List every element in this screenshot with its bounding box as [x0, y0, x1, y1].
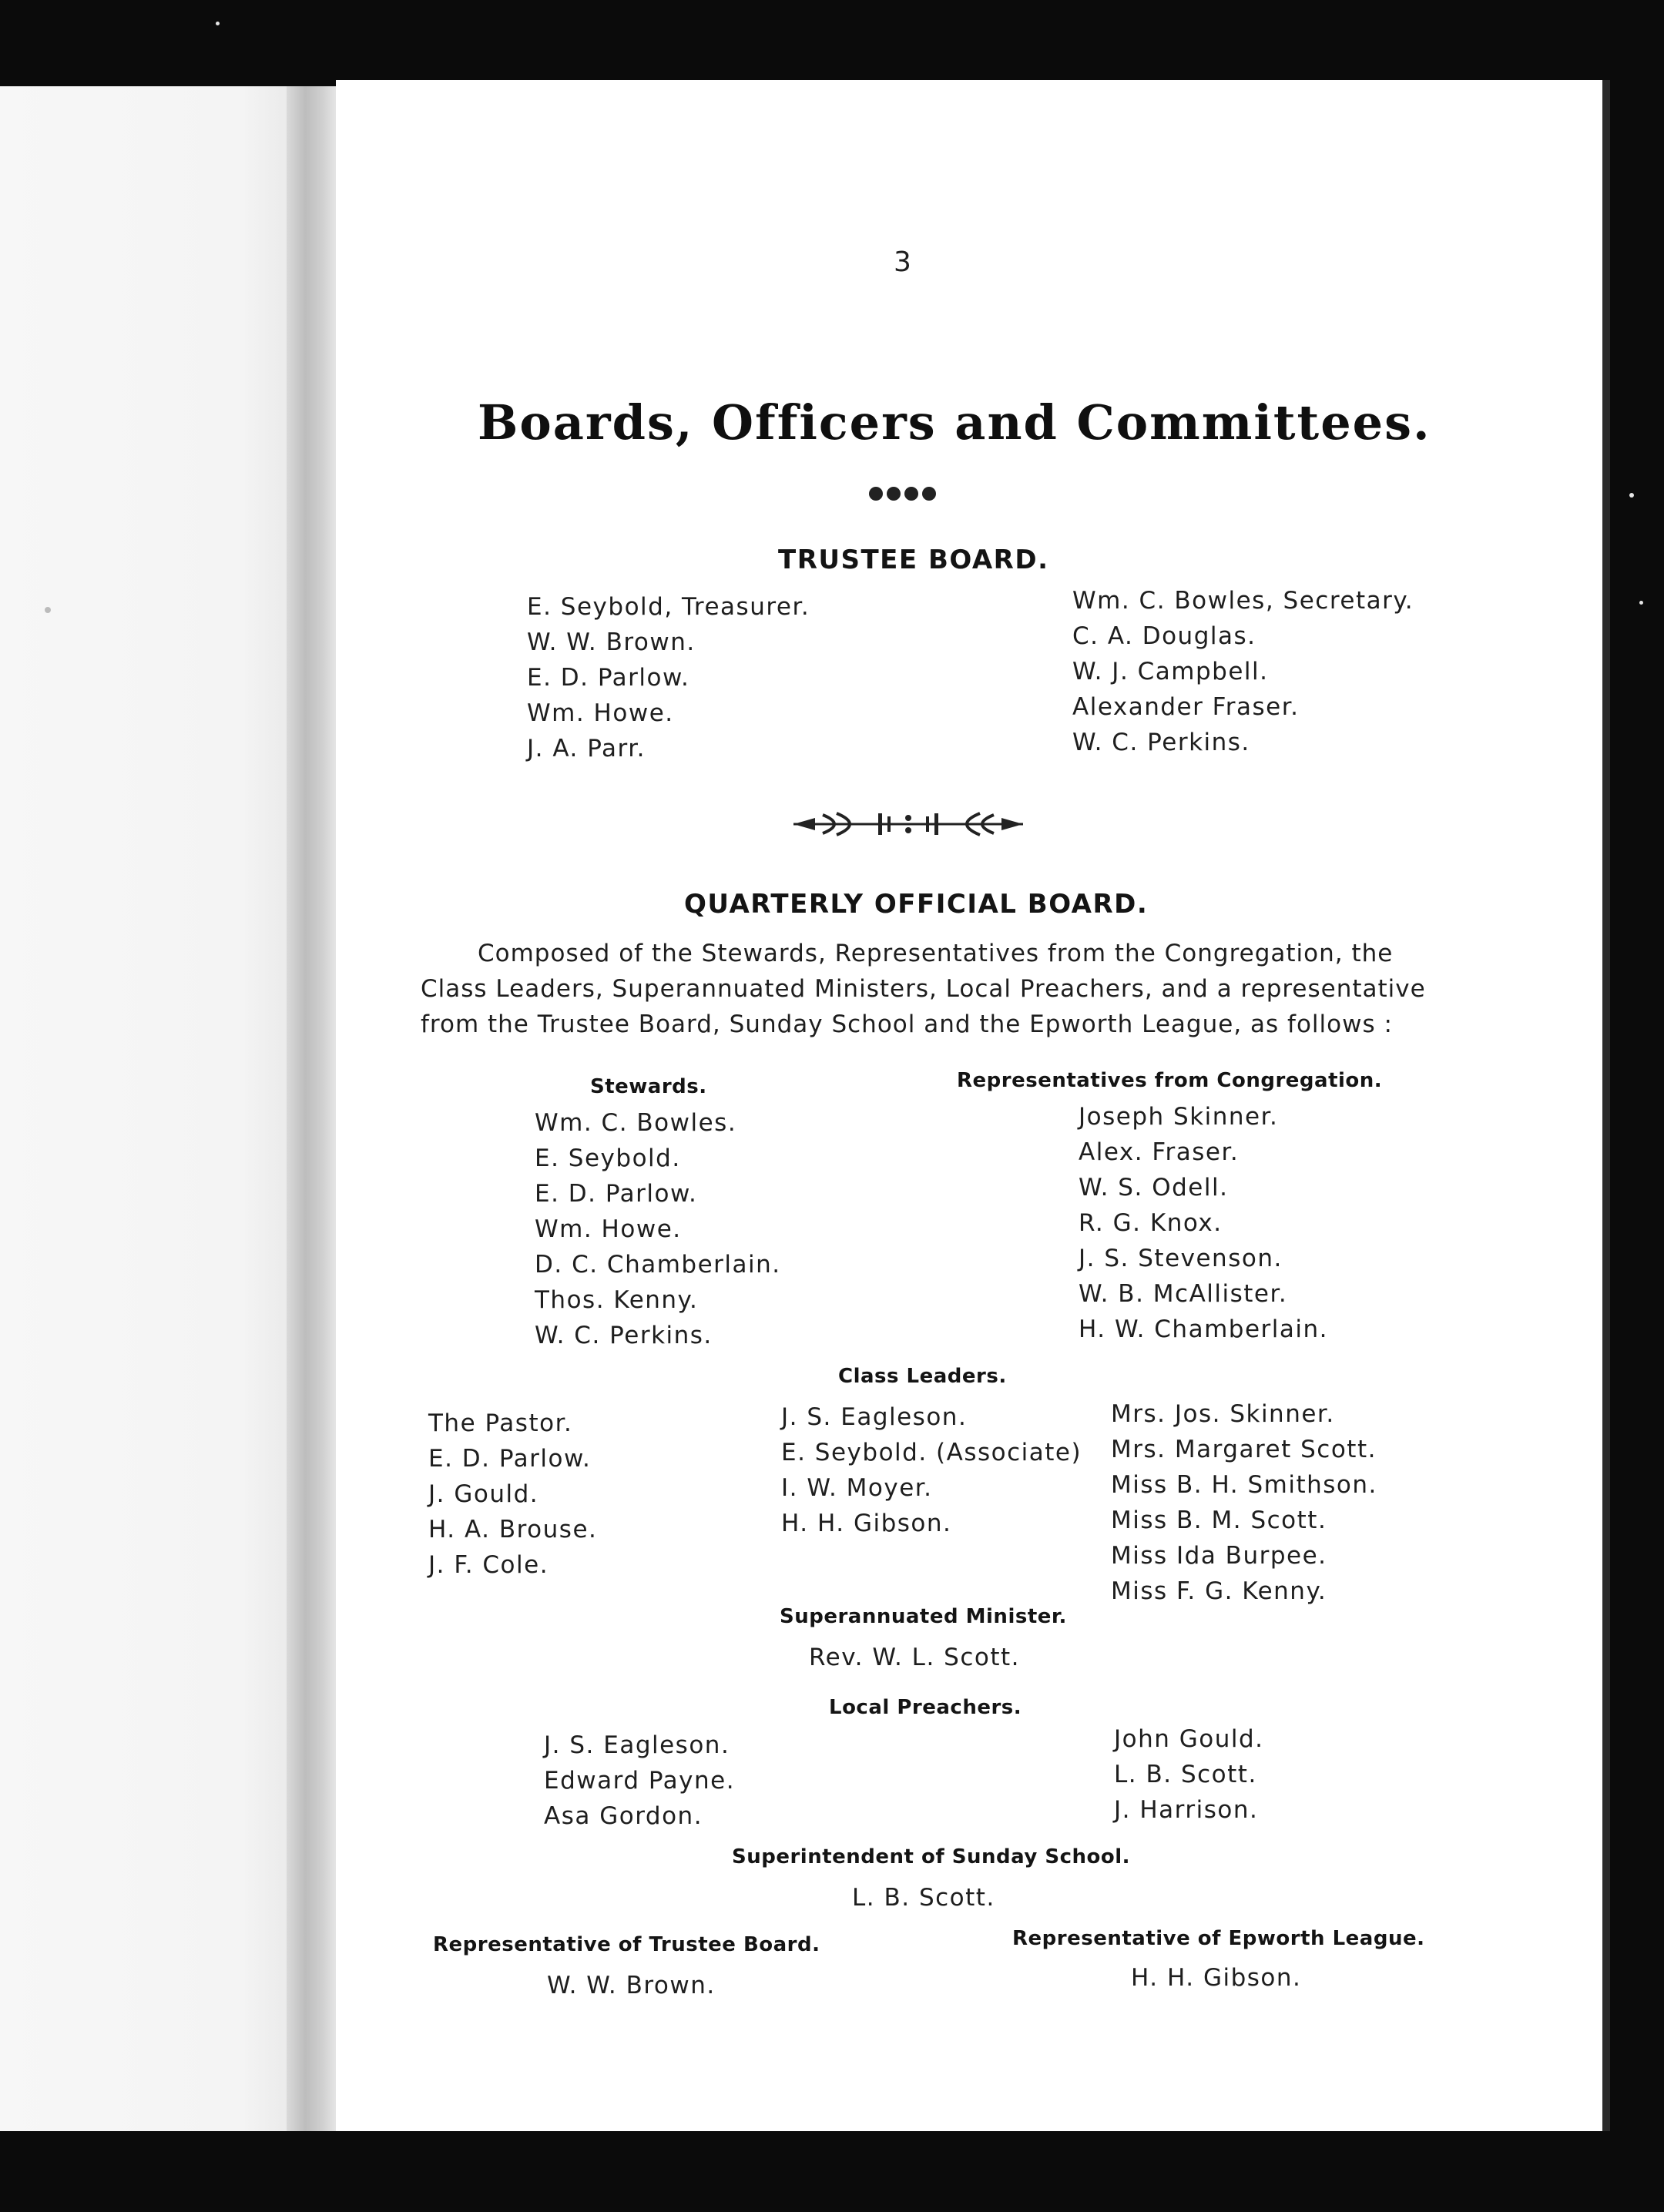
trustee-member: E. Seybold, Treasurer. [527, 593, 810, 621]
intro-line: Composed of the Stewards, Representatives from the Congregation, the [478, 940, 1394, 967]
local-preacher-name: John Gould. [1114, 1725, 1264, 1753]
representative-name: H. W. Chamberlain. [1079, 1315, 1328, 1343]
class-leader-name: I. W. Moyer. [781, 1474, 933, 1502]
trustee-board-heading: TRUSTEE BOARD. [778, 545, 1049, 575]
trustee-member: Wm. Howe. [527, 699, 674, 727]
rep-trustee-heading: Representative of Trustee Board. [433, 1933, 820, 1956]
local-preacher-name: J. S. Eagleson. [544, 1731, 730, 1759]
class-leader-name: J. Gould. [428, 1480, 539, 1508]
local-preacher-name: Asa Gordon. [544, 1802, 703, 1830]
steward-name: E. Seybold. [535, 1145, 681, 1172]
local-preacher-name: L. B. Scott. [1114, 1761, 1257, 1788]
film-speck [45, 607, 51, 613]
rep-epworth-name: H. H. Gibson. [1131, 1964, 1302, 1992]
local-preacher-name: J. Harrison. [1114, 1796, 1259, 1824]
representative-name: W. S. Odell. [1079, 1174, 1229, 1202]
local-preachers-heading: Local Preachers. [829, 1696, 1022, 1719]
class-leader-name: E. D. Parlow. [428, 1445, 592, 1473]
trustee-member: Alexander Fraser. [1072, 693, 1300, 721]
local-preacher-name: Edward Payne. [544, 1767, 736, 1795]
steward-name: Wm. Howe. [535, 1215, 682, 1243]
trustee-member: W. J. Campbell. [1072, 658, 1269, 685]
superannuated-heading: Superannuated Minister. [780, 1605, 1067, 1628]
class-leader-name: Miss F. G. Kenny. [1111, 1577, 1327, 1605]
class-leader-name: H. A. Brouse. [428, 1516, 598, 1543]
film-speck [1629, 493, 1634, 498]
intro-line: Class Leaders, Superannuated Ministers, Local Preachers, and a representative [421, 975, 1426, 1003]
page-title: Boards, Officers and Committees. [478, 394, 1431, 451]
page-number: 3 [894, 246, 913, 278]
representative-name: R. G. Knox. [1079, 1209, 1223, 1237]
ornament-dots [867, 485, 938, 502]
representatives-heading: Representatives from Congregation. [957, 1069, 1383, 1092]
stewards-heading: Stewards. [590, 1075, 707, 1098]
class-leader-name: Miss B. H. Smithson. [1111, 1471, 1377, 1499]
steward-name: E. D. Parlow. [535, 1180, 698, 1208]
trustee-member: W. C. Perkins. [1072, 729, 1250, 756]
class-leader-name: Miss B. M. Scott. [1111, 1507, 1327, 1534]
trustee-member: C. A. Douglas. [1072, 622, 1256, 650]
document-page [336, 80, 1602, 2131]
rep-trustee-name: W. W. Brown. [547, 1972, 716, 1999]
steward-name: D. C. Chamberlain. [535, 1251, 781, 1279]
trustee-member: Wm. C. Bowles, Secretary. [1072, 587, 1414, 615]
class-leader-name: Mrs. Jos. Skinner. [1111, 1400, 1335, 1428]
film-speck [1639, 601, 1643, 605]
steward-name: W. C. Perkins. [535, 1322, 713, 1349]
class-leader-name: Miss Ida Burpee. [1111, 1542, 1327, 1570]
trustee-member: J. A. Parr. [527, 735, 646, 762]
class-leader-name: E. Seybold. (Associate) [781, 1439, 1082, 1466]
intro-line: from the Trustee Board, Sunday School and the Epworth League, as follows : [421, 1010, 1393, 1038]
class-leader-name: Mrs. Margaret Scott. [1111, 1436, 1377, 1463]
page-edge [1602, 80, 1610, 2131]
representative-name: W. B. McAllister. [1079, 1280, 1288, 1308]
trustee-member: W. W. Brown. [527, 628, 696, 656]
representative-name: Alex. Fraser. [1079, 1138, 1240, 1166]
superannuated-name: Rev. W. L. Scott. [809, 1644, 1020, 1671]
class-leaders-heading: Class Leaders. [838, 1365, 1007, 1388]
rep-epworth-heading: Representative of Epworth League. [1012, 1927, 1425, 1950]
representative-name: Joseph Skinner. [1079, 1103, 1279, 1131]
facing-page [0, 86, 302, 2131]
representative-name: J. S. Stevenson. [1079, 1245, 1283, 1272]
quarterly-board-heading: QUARTERLY OFFICIAL BOARD. [684, 889, 1149, 920]
class-leader-name: H. H. Gibson. [781, 1510, 952, 1537]
film-speck [216, 22, 220, 25]
class-leader-name: The Pastor. [428, 1409, 573, 1437]
class-leader-name: J. F. Cole. [428, 1551, 549, 1579]
steward-name: Wm. C. Bowles. [535, 1109, 737, 1137]
sunday-school-heading: Superintendent of Sunday School. [732, 1845, 1131, 1868]
book-gutter [287, 86, 341, 2131]
ornament-divider [792, 807, 1025, 841]
sunday-school-name: L. B. Scott. [852, 1884, 995, 1912]
steward-name: Thos. Kenny. [535, 1286, 699, 1314]
trustee-member: E. D. Parlow. [527, 664, 690, 692]
class-leader-name: J. S. Eagleson. [781, 1403, 968, 1431]
